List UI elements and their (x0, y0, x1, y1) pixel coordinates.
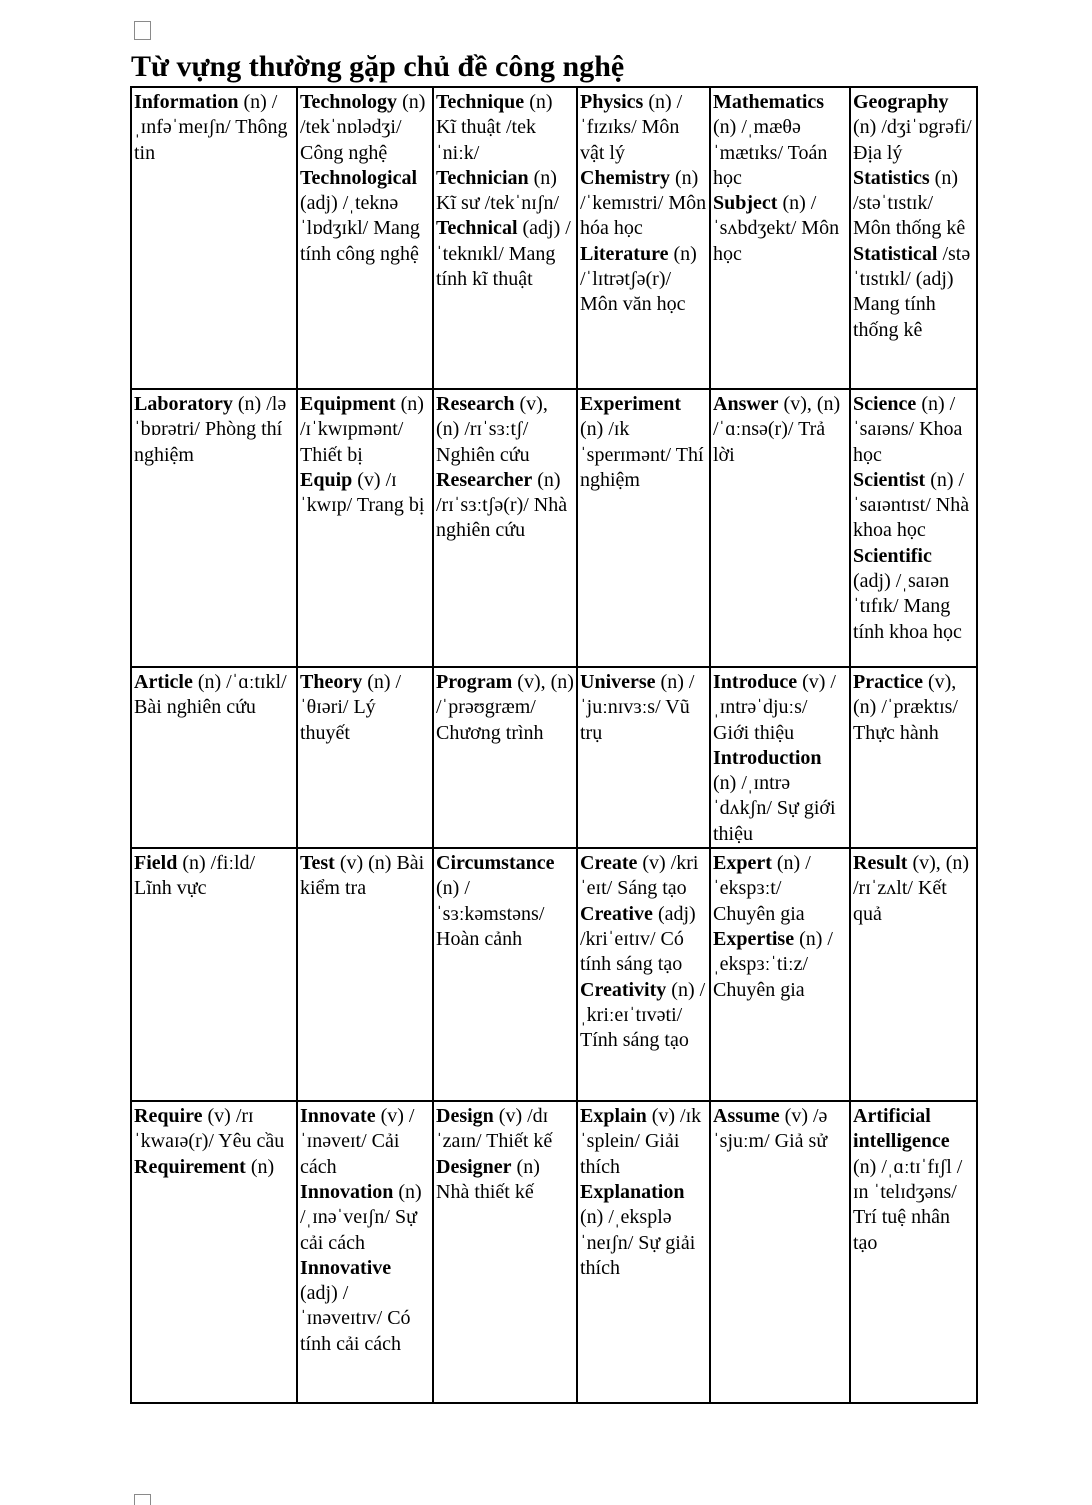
table-cell (131, 848, 297, 1101)
vocab-details: (n) Kĩ sư /tekˈnɪʃn/ (436, 166, 560, 215)
vocab-word: Equip (300, 468, 353, 491)
table-cell (850, 1101, 977, 1403)
vocab-word: Equipment (300, 393, 396, 415)
vocab-word: Physics (580, 91, 644, 113)
vocab-word: Technological (300, 166, 418, 189)
checkbox-bottom[interactable] (134, 1494, 151, 1505)
vocab-entry (436, 670, 574, 746)
vocab-entry (436, 1104, 574, 1155)
vocab-entry (853, 468, 974, 544)
vocab-entry (713, 392, 847, 468)
table-cell (433, 389, 577, 667)
vocab-details: (n) /ɪˈkwɪpmənt/ Thiết bị (300, 393, 424, 466)
vocab-entry (134, 1104, 294, 1155)
vocab-entry (436, 392, 574, 468)
vocab-entry (853, 670, 974, 746)
vocab-word: Technical (436, 217, 518, 240)
vocab-details: /stəˈtɪstɪkl/ (adj) Mang tính thống kê (853, 242, 971, 341)
page-title: Từ vựng thường gặp chủ đề công nghệ (131, 50, 625, 83)
vocab-details: (n) /ˌɪntrəˈdʌkʃn/ Sự giới thiệu (713, 772, 836, 845)
vocab-word: Circumstance (436, 852, 555, 875)
vocab-entry (436, 90, 574, 166)
vocab-details: (n) /ˈfɪzɪks/ Môn vật lý (580, 91, 683, 164)
vocab-word: Program (436, 671, 513, 693)
vocab-details: (v) /ˌɪntrəˈdjuːs/ Giới thiệu (713, 671, 836, 744)
table-cell (577, 1101, 710, 1403)
vocab-entry (436, 1155, 574, 1206)
table-cell (577, 848, 710, 1101)
table-cell (297, 667, 433, 848)
vocab-word: Statistics (853, 166, 930, 189)
vocab-word: Article (134, 671, 193, 693)
vocab-details: (n) /ˈsaɪəns/ Khoa học (853, 393, 963, 466)
vocab-entry (713, 927, 847, 1003)
vocab-details: (adj) /ˌteknə ˈlɒdʒɪkl/ Mang tính công nghệ (300, 192, 420, 265)
vocab-details: (n) /dʒiˈɒgrəfi/ Địa lý (853, 116, 972, 164)
vocab-word: Innovative (300, 1256, 392, 1279)
vocab-word: Requirement (134, 1155, 246, 1178)
vocab-details: (v) /ˈɪnəveɪt/ Cải cách (300, 1105, 415, 1178)
vocab-details: (v) /dɪˈzaɪn/ Thiết kế (436, 1105, 553, 1153)
vocab-entry (853, 242, 974, 343)
vocab-entry (713, 851, 847, 927)
vocab-entry (580, 242, 707, 318)
vocab-details: (v) /əˈsjuːm/ Giả sử (713, 1105, 828, 1153)
vocab-details: (n) /ˌekspləˈneɪʃn/ Sự giải thích (580, 1206, 696, 1279)
vocab-word: Explain (580, 1105, 647, 1128)
vocab-details: (n) /fiːld/ Lĩnh vực (134, 852, 256, 900)
vocab-entry (134, 670, 294, 721)
table-cell (433, 667, 577, 848)
vocab-word: Information (134, 91, 239, 113)
table-cell (297, 848, 433, 1101)
vocab-entry (713, 191, 847, 267)
vocab-word: Expertise (713, 927, 795, 950)
vocab-entry (436, 468, 574, 544)
vocabulary-table-body (131, 87, 977, 1403)
vocab-details: (n) /ˌɪnəˈveɪʃn/ Sự cải cách (300, 1180, 422, 1254)
table-cell (433, 87, 577, 389)
vocab-entry (134, 392, 294, 468)
vocab-details: (n) /ˌekspɜːˈtiːz/ Chuyên gia (713, 927, 833, 1001)
table-cell (710, 1101, 850, 1403)
table-cell (131, 1101, 297, 1403)
vocab-entry (713, 90, 847, 191)
table-cell (577, 87, 710, 389)
checkbox-top[interactable] (134, 21, 151, 40)
vocab-details: (n) /ˈjuːnɪvɜːs/ Vũ trụ (580, 671, 695, 744)
vocab-details: (n) /ˈsʌbdʒekt/ Môn học (713, 192, 840, 265)
vocab-word: Theory (300, 671, 363, 693)
vocab-entry (853, 90, 974, 166)
vocab-details: (n) /ˈsɜːkəmstəns/ Hoàn cảnh (436, 877, 545, 950)
table-row (131, 389, 977, 667)
vocab-entry (580, 90, 707, 166)
vocabulary-table (130, 86, 978, 1404)
vocab-word: Scientist (853, 468, 926, 491)
vocab-word: Technician (436, 166, 529, 189)
table-cell (850, 389, 977, 667)
table-cell (710, 667, 850, 848)
vocab-entry (300, 1180, 430, 1256)
vocab-details: (n) /ˌmæθə ˈmætɪks/ Toán học (713, 116, 828, 189)
vocab-entry (436, 216, 574, 292)
vocab-entry (134, 90, 294, 166)
vocab-word: Answer (713, 393, 779, 415)
vocab-entry (580, 978, 707, 1054)
vocab-word: Assume (713, 1105, 780, 1128)
vocab-word: Science (853, 393, 917, 415)
vocab-entry (853, 544, 974, 645)
table-row (131, 667, 977, 848)
vocab-entry (580, 1180, 707, 1281)
vocab-entry (580, 1104, 707, 1180)
vocab-entry (853, 1104, 974, 1256)
vocab-word: Create (580, 852, 638, 875)
vocab-details: (n) /ˈθɪəri/ Lý thuyết (300, 671, 402, 744)
vocab-entry (580, 670, 707, 746)
vocab-entry (853, 851, 974, 927)
table-cell (850, 87, 977, 389)
vocab-details: (n) /rɪˈsɜːtʃə(r)/ Nhà nghiên cứu (436, 468, 568, 542)
vocab-details: (n) /ɪkˈsperɪmənt/ Thí nghiệm (580, 418, 704, 491)
vocab-word: Researcher (436, 468, 533, 491)
vocab-entry (713, 746, 847, 847)
vocab-word: Result (853, 852, 908, 875)
vocab-word: Innovate (300, 1105, 376, 1128)
vocab-entry (300, 90, 430, 166)
table-cell (131, 87, 297, 389)
table-cell (131, 667, 297, 848)
vocab-word: Scientific (853, 544, 932, 567)
table-cell (577, 667, 710, 848)
vocab-details: (n) (245, 1155, 275, 1178)
vocab-details: (n) Kĩ thuật /tekˈniːk/ (436, 91, 553, 164)
vocab-word: Laboratory (134, 393, 233, 415)
vocab-details: (n) /ˌɑːtɪˈfɪʃl /ɪn ˈtelɪdʒəns/ Trí tuệ nhân tạo (853, 1155, 963, 1254)
vocab-word: Technique (436, 91, 525, 113)
vocab-entry (300, 166, 430, 267)
vocab-details: (v) /rɪˈkwaɪə(r)/ Yêu cầu (134, 1105, 285, 1153)
table-row (131, 87, 977, 389)
vocab-entry (300, 851, 430, 902)
vocab-details: (n) /ˈekspɜːt/ Chuyên gia (713, 852, 811, 925)
table-cell (131, 389, 297, 667)
vocab-word: Statistical (853, 242, 938, 265)
vocab-word: Introduce (713, 671, 798, 693)
vocab-word: Designer (436, 1155, 512, 1178)
vocab-entry (853, 392, 974, 468)
table-cell (297, 389, 433, 667)
vocab-entry (713, 670, 847, 746)
vocab-word: Chemistry (580, 166, 670, 189)
vocab-details: (n) Nhà thiết kế (436, 1155, 540, 1203)
vocab-word: Subject (713, 192, 778, 215)
vocab-word: Experiment (580, 393, 682, 415)
vocab-entry (580, 902, 707, 978)
vocab-word: Geography (853, 91, 949, 113)
vocab-details: (n) /tekˈnɒlədʒi/ Công nghệ (300, 91, 426, 164)
vocab-word: Require (134, 1105, 203, 1128)
vocab-details: (n) /ˈlɪtrətʃə(r)/ Môn văn học (580, 242, 697, 316)
vocab-details: (v), (n) /rɪˈzʌlt/ Kết quả (853, 852, 970, 925)
vocab-word: Innovation (300, 1180, 394, 1203)
vocab-word: Creativity (580, 978, 667, 1001)
table-cell (433, 1101, 577, 1403)
table-cell (850, 667, 977, 848)
vocab-details: (n) /ˈsaɪəntɪst/ Nhà khoa học (853, 468, 970, 542)
vocab-word: Universe (580, 671, 656, 693)
vocab-entry (300, 468, 430, 519)
table-cell (297, 1101, 433, 1403)
vocab-details: (v) /ɪˈkwɪp/ Trang bị (300, 468, 425, 517)
vocab-entry (134, 851, 294, 902)
vocab-word: Technology (300, 91, 398, 113)
vocab-entry (436, 166, 574, 217)
vocab-entry (300, 1104, 430, 1180)
vocab-details: (v), (n) /rɪˈsɜːtʃ/ Nghiên cứu (436, 393, 548, 466)
vocab-details: (n) /ˈkemɪstri/ Môn hóa học (580, 166, 707, 240)
vocab-entry (300, 670, 430, 746)
table-cell (710, 87, 850, 389)
vocab-word: Field (134, 852, 178, 875)
vocab-entry (853, 166, 974, 242)
table-row (131, 1101, 977, 1403)
table-cell (297, 87, 433, 389)
table-cell (577, 389, 710, 667)
vocab-word: Introduction (713, 746, 822, 769)
vocab-details: (v), (n) /ˈɑːnsə(r)/ Trả lời (713, 393, 841, 466)
vocab-details: (adj) /ˌsaɪən ˈtɪfɪk/ Mang tính khoa học (853, 570, 962, 643)
table-cell (433, 848, 577, 1101)
vocab-word: Mathematics (713, 91, 825, 113)
vocab-word: Expert (713, 852, 772, 875)
vocab-details: (v) (n) Bài kiểm tra (300, 852, 425, 900)
vocab-details: (adj) /ˈɪnəveɪtɪv/ Có tính cải cách (300, 1282, 411, 1355)
table-cell (710, 848, 850, 1101)
table-row (131, 848, 977, 1101)
vocab-entry (580, 166, 707, 242)
vocab-entry (713, 1104, 847, 1155)
vocab-details: (v) /kriˈeɪt/ Sáng tạo (580, 852, 699, 900)
vocab-entry (436, 851, 574, 952)
vocab-details: (n) /ˌɪnfəˈmeɪʃn/ Thông tin (134, 91, 288, 164)
vocab-details: (n) /ˌkriːeɪˈtɪvəti/ Tính sáng tạo (580, 978, 706, 1052)
vocab-details: (n) /ˈɑːtɪkl/ Bài nghiên cứu (134, 671, 287, 719)
vocab-details: (v) /ɪkˈsplein/ Giải thích (580, 1105, 702, 1178)
vocab-details: (adj) /ˈteknɪkl/ Mang tính kĩ thuật (436, 217, 571, 291)
vocab-word: Research (436, 393, 515, 415)
vocab-word: Creative (580, 902, 653, 925)
table-cell (850, 848, 977, 1101)
vocab-entry (300, 1256, 430, 1357)
vocab-word: Literature (580, 242, 669, 265)
vocab-word: Artificial intelligence (853, 1105, 950, 1153)
vocab-word: Practice (853, 671, 923, 693)
vocab-details: (n) /stəˈtɪstɪk/ Môn thống kê (853, 166, 966, 240)
vocab-word: Test (300, 852, 335, 875)
table-cell (710, 389, 850, 667)
vocab-details: (n) /ləˈbɒrətri/ Phòng thí nghiệm (134, 393, 287, 466)
vocab-entry (300, 392, 430, 468)
vocab-details: (v), (n) /ˈprəʊgræm/ Chương trình (436, 671, 574, 744)
vocab-word: Explanation (580, 1180, 685, 1203)
vocab-details: (v), (n) /ˈpræktɪs/ Thực hành (853, 671, 958, 744)
vocab-word: Design (436, 1105, 494, 1128)
vocab-entry (580, 851, 707, 902)
vocab-details: (adj) /kriˈeɪtɪv/ Có tính sáng tạo (580, 902, 696, 976)
vocab-entry (134, 1155, 294, 1180)
vocab-entry (580, 392, 707, 493)
